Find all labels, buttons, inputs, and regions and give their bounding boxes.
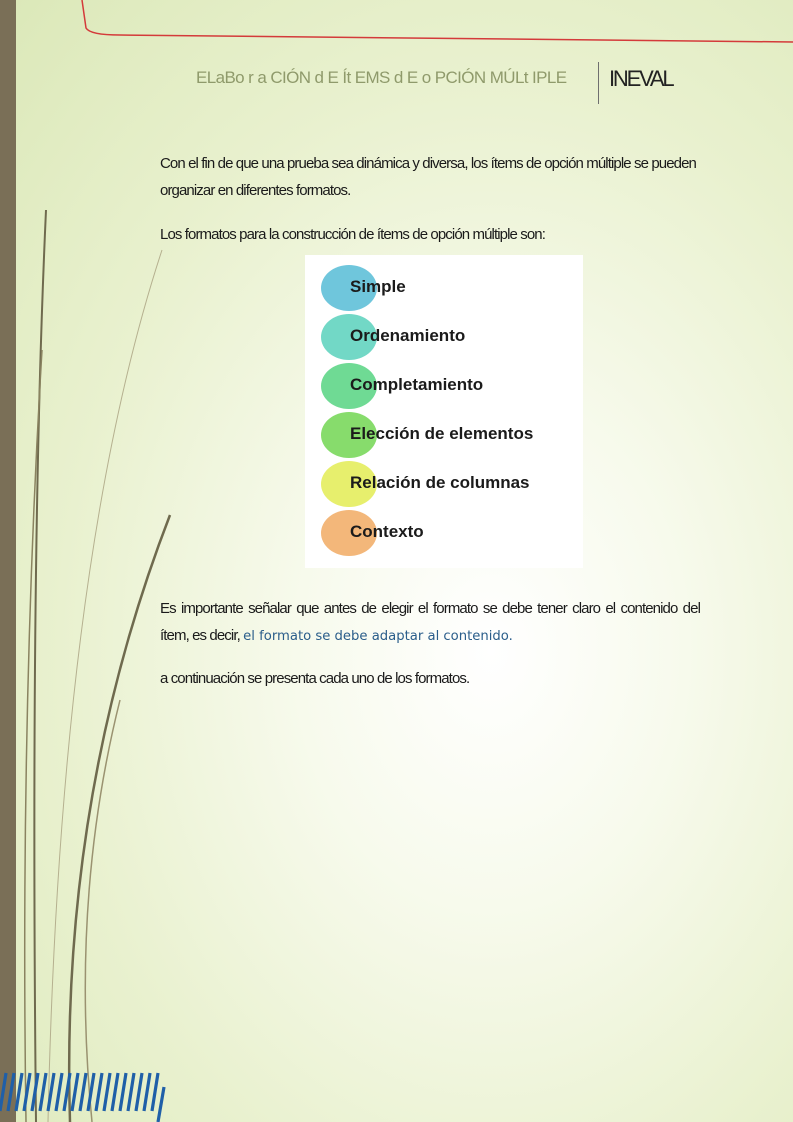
format-item-ordenamiento: [321, 314, 583, 360]
note-highlight: el formato se debe adaptar al contenido: [243, 629, 509, 644]
format-label: Contexto: [350, 522, 424, 541]
format-label: Completamiento: [350, 375, 484, 394]
format-item-relacion-de-columnas: [321, 461, 583, 507]
grass-blade-5: [85, 700, 120, 1122]
format-label: Relación de columnas: [350, 473, 530, 492]
format-label: Elección de elementos: [350, 424, 534, 443]
header-red-curve: [82, 0, 793, 42]
grass-blade-3: [69, 515, 170, 1122]
format-label: Ordenamiento: [350, 326, 466, 345]
note-period: .: [508, 629, 513, 644]
formats-heading: Los formatos para la construcción de ítems de opción múltiple son:: [160, 226, 545, 243]
note-paragraph: [160, 595, 700, 650]
header-divider: [598, 62, 599, 104]
format-item-completamiento: [321, 363, 583, 409]
grass-blade-2: [25, 350, 42, 1122]
organization-name: INEVAL: [609, 66, 673, 91]
grass-blade-1: [34, 210, 46, 1122]
format-item-simple: [321, 265, 583, 311]
intro-paragraph: Con el fin de que una prueba sea dinámica y diversa, los ítems de opción múltiple se pueden organizar en diferentes formatos.: [160, 155, 696, 199]
format-label: Simple: [350, 277, 406, 296]
grass-blade-4: [48, 250, 162, 1122]
format-item-contexto: [321, 510, 583, 556]
note-text: Es importante señalar que antes de elegir el formato se debe tener claro el contenido del ítem, es decir,: [160, 600, 700, 644]
closing-paragraph: a continuación se presenta cada uno de los formatos.: [160, 670, 470, 687]
left-sidebar-bar: [0, 0, 16, 1122]
format-item-eleccion-de-elementos: [321, 412, 583, 458]
document-header-title: ELaBo r a CIÓN d E Ít EMS d E o PCIÓN MÚLt IPLE: [196, 68, 567, 87]
formats-diagram: [305, 255, 583, 568]
footer-stripes-logo: [0, 1065, 170, 1122]
